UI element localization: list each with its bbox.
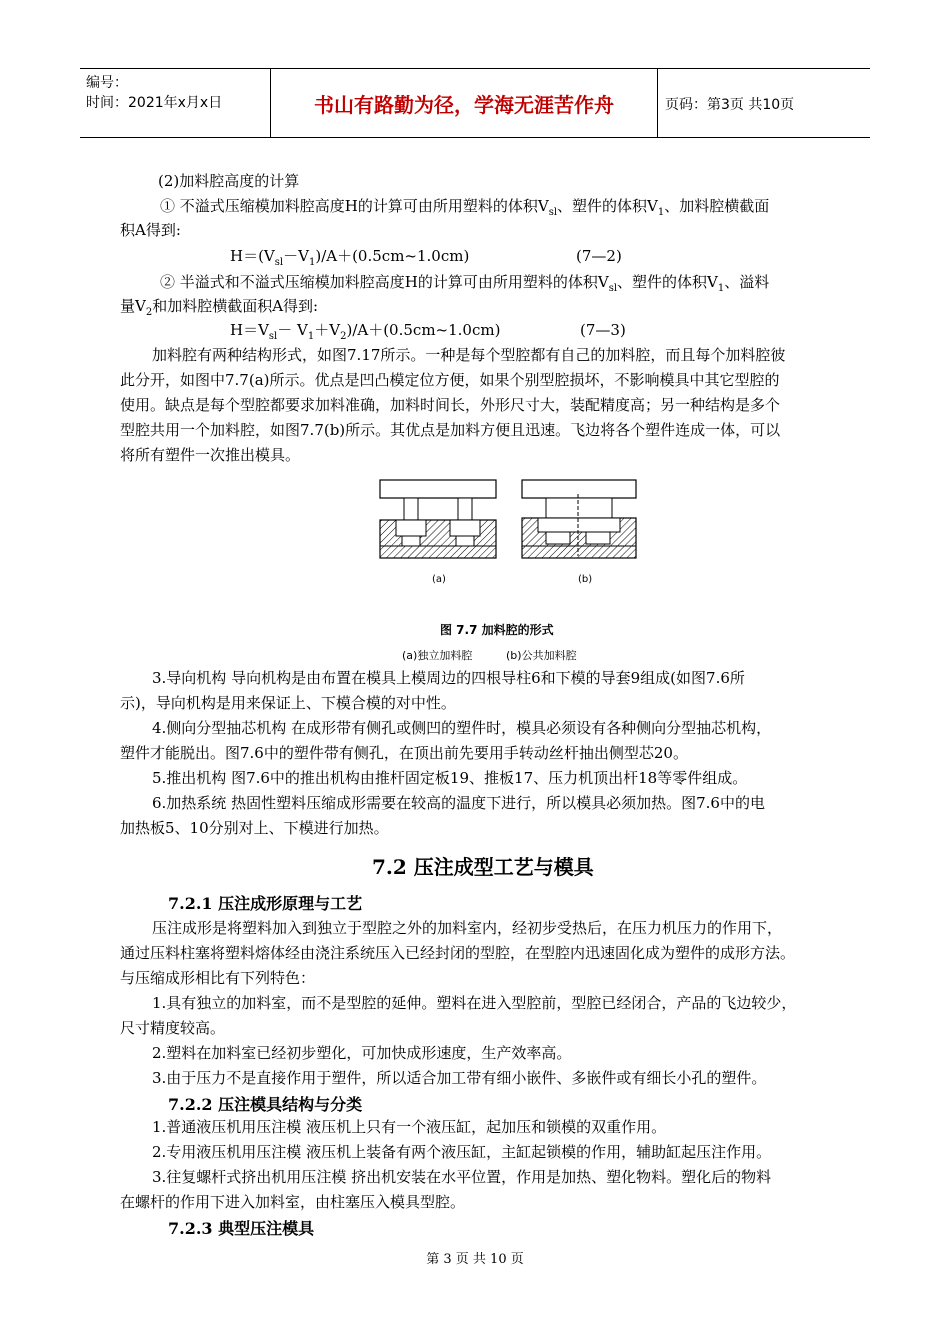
subsection-title-7-2-3: 7.2.3 典型压注模具 (168, 1219, 315, 1238)
subsection-title-7-2-1: 7.2.1 压注成形原理与工艺 (168, 894, 363, 913)
para-line: 1.具有独立的加料室，而不是型腔的延伸。塑料在进入型腔前，型腔已经闭合，产品的飞边较少， (152, 994, 797, 1012)
para-line: 3.由于压力不是直接作用于塑件，所以适合加工带有细小嵌件、多嵌件或有细长小孔的塑件。 (152, 1069, 767, 1087)
subsection-title-7-2-2: 7.2.2 压注模具结构与分类 (168, 1095, 363, 1114)
para-line: 在螺杆的作用下进入加料室，由柱塞压入模具型腔。 (120, 1193, 466, 1211)
para-line: 4.侧向分型抽芯机构 在成形带有侧孔或侧凹的塑件时，模具必须设有各种侧向分型抽芯机构， (152, 719, 772, 737)
diagram-a (380, 480, 496, 585)
formula-intro-2: ② 半溢式和不溢式压缩模加料腔高度H的计算可由所用塑料的体积$V_{sl}$、塑件的体积$V_1$、溢料 (160, 273, 770, 294)
para-line: 2.专用液压机用压注模 液压机上装备有两个液压缸，主缸起锁模的作用，辅助缸起压注作用。 (152, 1143, 772, 1161)
label-a: (a) (432, 574, 446, 585)
mold-figure (376, 476, 638, 596)
section-title: 7.2 压注成型工艺与模具 (372, 855, 594, 879)
page-footer: 第 3 页 共 10 页 (426, 1252, 524, 1267)
formula-7-2: $H=(V_{sl}-V_1)/A+(0.5cm\sim 1.0cm)$ (230, 247, 470, 268)
para-line: 通过压料柱塞将塑料熔体经由浇注系统压入已经封闭的型腔，在型腔内迅速固化成为塑件的成形方法。 (120, 944, 796, 962)
para-line: 与压缩成形相比有下列特色： (120, 969, 316, 987)
para-line: 加料腔有两种结构形式，如图7.17所示。一种是每个型腔都有自己的加料腔，而且每个加料腔彼 (152, 346, 786, 364)
para-line: 5.推出机构 图7.6中的推出机构由推杆固定板19、推板17、压力机顶出杆18等零件组成。 (152, 769, 748, 787)
para-line: 将所有塑件一次推出模具。 (120, 446, 301, 464)
para-line: 6.加热系统 热固性塑料压缩成形需要在较高的温度下进行，所以模具必须加热。图7.6中的电 (152, 794, 765, 812)
motto: 书山有路勤为径，学海无涯苦作舟 (270, 69, 658, 137)
para-line: 型腔共用一个加料腔，如图7.7(b)所示。其优点是加料方便且迅速。飞边将各个塑件连成一体，可以 (120, 421, 781, 439)
para-line: 加热板5、10分别对上、下模进行加热。 (120, 819, 389, 837)
para-line: 此分开，如图中7.7(a)所示。优点是凹凸模定位方便，如果个别型腔损坏，不影响模具中其它型腔的 (120, 371, 780, 389)
figure-title: 图 7.7 加料腔的形式 (440, 623, 554, 637)
page-info: 页码：第3页 共10页 (665, 97, 795, 113)
para-line: 示)，导向机构是用来保证上、下模合模的对中性。 (120, 694, 456, 712)
para-line: 压注成形是将塑料加入到独立于型腔之外的加料室内，经初步受热后，在压力机压力的作用下， (152, 919, 783, 937)
formula-number-7-3: (7—3) (580, 321, 626, 339)
formula-intro-1b: 积A得到: (120, 221, 181, 239)
figure-sub-a: (a)独立加料腔 (402, 649, 473, 662)
formula-7-3: $H=V_{sl}-$ $V_1+V_2)/A+(0.5cm\sim 1.0cm)$ (230, 321, 501, 342)
page-header (80, 68, 870, 138)
para-line: 3.往复螺杆式挤出机用压注模 挤出机安装在水平位置，作用是加热、塑化物料。塑化后的物料 (152, 1168, 772, 1186)
para-line: 塑件才能脱出。图7.6中的塑件带有侧孔，在顶出前先要用手转动丝杆抽出侧型芯20。 (120, 744, 688, 762)
para-line: 3.导向机构 导向机构是由布置在模具上模周边的四根导柱6和下模的导套9组成(如图7.6所 (152, 669, 745, 687)
formula-intro-2b: 量$V_2$和加料腔横截面积A得到: (120, 297, 319, 318)
para-line: 1.普通液压机用压注模 液压机上只有一个液压缸，起加压和锁模的双重作用。 (152, 1118, 667, 1136)
header-meta (80, 69, 270, 137)
diagram-b (522, 480, 636, 585)
figure-sub-b: (b)公共加料腔 (506, 649, 577, 662)
formula-number-7-2: (7—2) (576, 247, 622, 265)
para-line: 2.塑料在加料室已经初步塑化，可加快成形速度，生产效率高。 (152, 1044, 572, 1062)
formula-intro-1: ① 不溢式压缩模加料腔高度H的计算可由所用塑料的体积$V_{sl}$、塑件的体积$V_1$、加料腔横截面 (160, 197, 770, 218)
number-label: 编号： (86, 75, 128, 91)
date-label: 时间：2021年x月x日 (86, 95, 223, 111)
section-heading-calc: (2)加料腔高度的计算 (158, 172, 300, 190)
label-b: (b) (578, 574, 593, 585)
para-line: 尺寸精度较高。 (120, 1019, 226, 1037)
para-line: 使用。缺点是每个型腔都要求加料准确，加料时间长，外形尺寸大，装配精度高；另一种结构是多个 (120, 396, 781, 414)
